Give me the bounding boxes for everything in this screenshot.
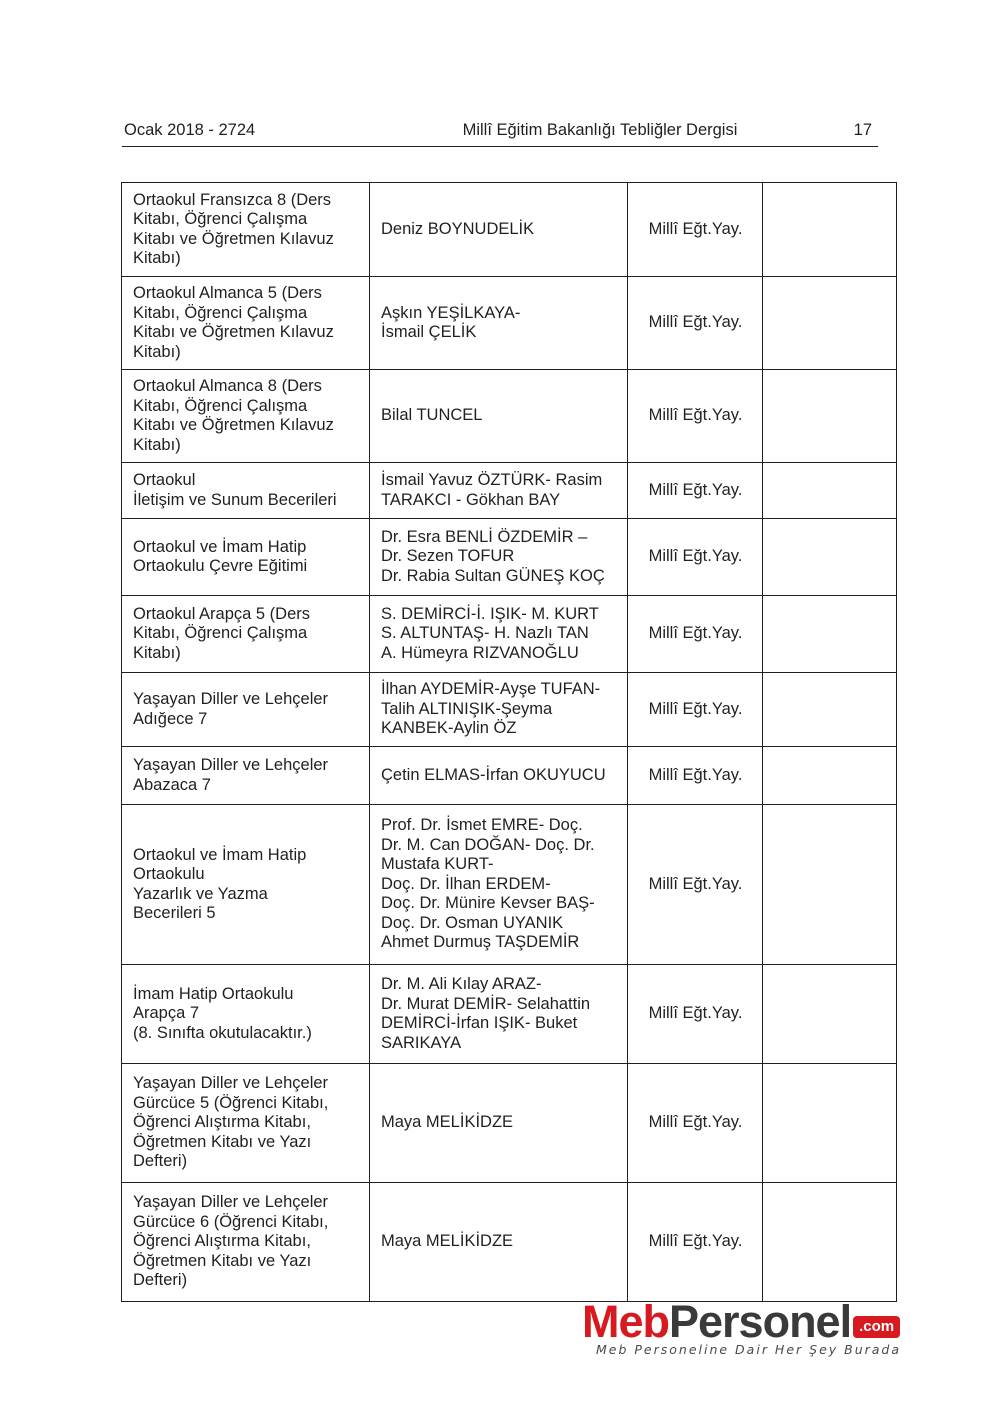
publisher-cell: Millî Eğt.Yay. bbox=[628, 370, 763, 463]
publisher-cell: Millî Eğt.Yay. bbox=[628, 183, 763, 277]
book-title-cell: Ortaokul ve İmam Hatip Ortaokulu Yazarlık ve Yazma Becerileri 5 bbox=[122, 805, 370, 965]
authors-cell: İsmail Yavuz ÖZTÜRK- Rasim TARAKCI - Gökhan BAY bbox=[370, 463, 628, 519]
table-row bbox=[122, 519, 897, 596]
table-row bbox=[122, 747, 897, 805]
journal-title: Millî Eğitim Bakanlığı Tebliğler Dergisi bbox=[462, 121, 738, 139]
logo-tagline: Meb Personeline Dair Her Şey Burada bbox=[596, 1342, 902, 1357]
logo-part-personel: Persone bbox=[669, 1296, 840, 1347]
table-row bbox=[122, 277, 897, 370]
empty-cell bbox=[763, 1064, 897, 1183]
publisher-cell: Millî Eğt.Yay. bbox=[628, 519, 763, 596]
authors-cell: Dr. M. Ali Kılay ARAZ- Dr. Murat DEMİR- Selahattin DEMİRCİ-İrfan IŞIK- Buket SARIKAYA bbox=[370, 965, 628, 1064]
book-title-cell: Yaşayan Diller ve Lehçeler Gürcüce 6 (Öğrenci Kitabı, Öğrenci Alıştırma Kitabı, Öğretmen Kitabı ve Yazı Defteri) bbox=[122, 1183, 370, 1302]
empty-cell bbox=[763, 370, 897, 463]
book-title-cell: Ortaokul Almanca 5 (Ders Kitabı, Öğrenci Çalışma Kitabı ve Öğretmen Kılavuz Kitabı) bbox=[122, 277, 370, 370]
table-row bbox=[122, 463, 897, 519]
book-title-cell: Yaşayan Diller ve Lehçeler Adığece 7 bbox=[122, 673, 370, 747]
book-title-cell: Ortaokul Almanca 8 (Ders Kitabı, Öğrenci Çalışma Kitabı ve Öğretmen Kılavuz Kitabı) bbox=[122, 370, 370, 463]
authors-cell: Bilal TUNCEL bbox=[370, 370, 628, 463]
textbook-table-body bbox=[122, 183, 897, 1302]
publisher-cell: Millî Eğt.Yay. bbox=[628, 673, 763, 747]
textbook-table bbox=[121, 182, 897, 1302]
authors-cell: S. DEMİRCİ-İ. IŞIK- M. KURT S. ALTUNTAŞ- H. Nazlı TAN A. Hümeyra RIZVANOĞLU bbox=[370, 596, 628, 673]
logo-domain-badge: .com bbox=[853, 1316, 900, 1338]
empty-cell bbox=[763, 183, 897, 277]
publisher-cell: Millî Eğt.Yay. bbox=[628, 463, 763, 519]
logo-part-l: l bbox=[839, 1296, 852, 1347]
authors-cell: Prof. Dr. İsmet EMRE- Doç. Dr. M. Can DOĞAN- Doç. Dr. Mustafa KURT- Doç. Dr. İlhan ERDEM- Doç. Dr. Münire Kevser BAŞ- Doç. Dr. Osman UYANIK Ahmet Durmuş TAŞDEMİR bbox=[370, 805, 628, 965]
publisher-cell: Millî Eğt.Yay. bbox=[628, 805, 763, 965]
table-row bbox=[122, 370, 897, 463]
page-header bbox=[122, 118, 878, 147]
watermark-logo bbox=[582, 1296, 942, 1362]
table-row bbox=[122, 183, 897, 277]
book-title-cell: Ortaokul Fransızca 8 (Ders Kitabı, Öğrenci Çalışma Kitabı ve Öğretmen Kılavuz Kitabı) bbox=[122, 183, 370, 277]
book-title-cell: Yaşayan Diller ve Lehçeler Abazaca 7 bbox=[122, 747, 370, 805]
authors-cell: Çetin ELMAS-İrfan OKUYUCU bbox=[370, 747, 628, 805]
publisher-cell: Millî Eğt.Yay. bbox=[628, 596, 763, 673]
table-row bbox=[122, 596, 897, 673]
empty-cell bbox=[763, 277, 897, 370]
issue-date: Ocak 2018 - 2724 bbox=[124, 121, 256, 139]
book-title-cell: Ortaokul İletişim ve Sunum Becerileri bbox=[122, 463, 370, 519]
authors-cell: Dr. Esra BENLİ ÖZDEMİR – Dr. Sezen TOFUR Dr. Rabia Sultan GÜNEŞ KOÇ bbox=[370, 519, 628, 596]
table-row bbox=[122, 1064, 897, 1183]
publisher-cell: Millî Eğt.Yay. bbox=[628, 1183, 763, 1302]
book-title-cell: Ortaokul Arapça 5 (Ders Kitabı, Öğrenci Çalışma Kitabı) bbox=[122, 596, 370, 673]
publisher-cell: Millî Eğt.Yay. bbox=[628, 747, 763, 805]
empty-cell bbox=[763, 805, 897, 965]
book-title-cell: Yaşayan Diller ve Lehçeler Gürcüce 5 (Öğrenci Kitabı, Öğrenci Alıştırma Kitabı, Öğretmen Kitabı ve Yazı Defteri) bbox=[122, 1064, 370, 1183]
table-row bbox=[122, 1183, 897, 1302]
empty-cell bbox=[763, 463, 897, 519]
logo-part-meb: Meb bbox=[582, 1296, 669, 1347]
table-row bbox=[122, 805, 897, 965]
empty-cell bbox=[763, 1183, 897, 1302]
authors-cell: Maya MELİKİDZE bbox=[370, 1064, 628, 1183]
book-title-cell: Ortaokul ve İmam Hatip Ortaokulu Çevre Eğitimi bbox=[122, 519, 370, 596]
book-title-cell: İmam Hatip Ortaokulu Arapça 7 (8. Sınıfta okutulacaktır.) bbox=[122, 965, 370, 1064]
publisher-cell: Millî Eğt.Yay. bbox=[628, 277, 763, 370]
table-row bbox=[122, 673, 897, 747]
table-row bbox=[122, 965, 897, 1064]
authors-cell: Maya MELİKİDZE bbox=[370, 1183, 628, 1302]
empty-cell bbox=[763, 747, 897, 805]
page-number: 17 bbox=[853, 121, 872, 139]
publisher-cell: Millî Eğt.Yay. bbox=[628, 965, 763, 1064]
authors-cell: Deniz BOYNUDELİK bbox=[370, 183, 628, 277]
empty-cell bbox=[763, 519, 897, 596]
authors-cell: İlhan AYDEMİR-Ayşe TUFAN- Talih ALTINIŞIK-Şeyma KANBEK-Aylin ÖZ bbox=[370, 673, 628, 747]
empty-cell bbox=[763, 596, 897, 673]
empty-cell bbox=[763, 673, 897, 747]
empty-cell bbox=[763, 965, 897, 1064]
logo-wordmark bbox=[582, 1296, 900, 1348]
authors-cell: Aşkın YEŞİLKAYA- İsmail ÇELİK bbox=[370, 277, 628, 370]
publisher-cell: Millî Eğt.Yay. bbox=[628, 1064, 763, 1183]
